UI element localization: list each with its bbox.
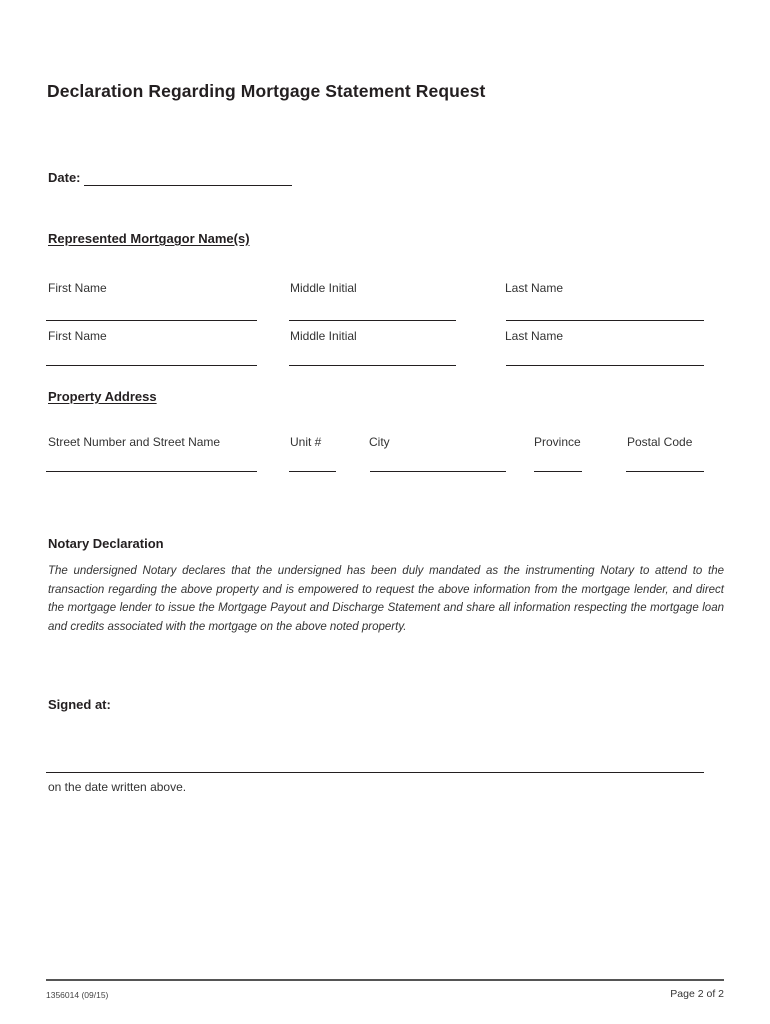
middle-initial-label-2: Middle Initial [290, 329, 357, 343]
city-field[interactable] [370, 471, 506, 472]
unit-field[interactable] [289, 471, 336, 472]
footer-rule [46, 979, 724, 981]
first-name-label-2: First Name [48, 329, 107, 343]
postal-code-field[interactable] [626, 471, 704, 472]
signed-at-label: Signed at: [48, 697, 111, 712]
form-code: 1356014 (09/15) [46, 990, 109, 1000]
date-field-line[interactable] [84, 185, 292, 186]
notary-heading: Notary Declaration [48, 536, 164, 551]
signed-at-field[interactable] [46, 772, 704, 773]
city-label: City [369, 435, 390, 449]
page-number: Page 2 of 2 [670, 988, 724, 1000]
date-label: Date: [48, 170, 81, 185]
first-name-field-2[interactable] [46, 365, 257, 366]
middle-initial-field-2[interactable] [289, 365, 456, 366]
page-title: Declaration Regarding Mortgage Statement Request [47, 81, 486, 101]
property-section-heading: Property Address [48, 389, 157, 404]
province-label: Province [534, 435, 581, 449]
province-field[interactable] [534, 471, 582, 472]
first-name-field-1[interactable] [46, 320, 257, 321]
unit-label: Unit # [290, 435, 322, 449]
street-label: Street Number and Street Name [48, 435, 221, 449]
street-field[interactable] [46, 471, 257, 472]
last-name-label-2: Last Name [505, 329, 564, 343]
last-name-field-2[interactable] [506, 365, 704, 366]
middle-initial-field-1[interactable] [289, 320, 456, 321]
last-name-label-1: Last Name [505, 281, 564, 295]
mortgagor-section-heading: Represented Mortgagor Name(s) [48, 231, 250, 246]
first-name-label-1: First Name [48, 281, 107, 295]
date-written-text: on the date written above. [48, 780, 187, 794]
postal-code-label: Postal Code [627, 435, 693, 449]
middle-initial-label-1: Middle Initial [290, 281, 357, 295]
notary-declaration-text: The undersigned Notary declares that the undersigned has been duly mandated as the instrumenting Notary to attend to the transaction regarding the above property and is empowered to request the above information from the mortgage lender, and direct the mortgage lender to issue the Mortgage Payout and Discharge Statement and share all information respecting the mortgage loan and credits associated with the mortgage on the above noted property. [48, 565, 724, 633]
last-name-field-1[interactable] [506, 320, 704, 321]
